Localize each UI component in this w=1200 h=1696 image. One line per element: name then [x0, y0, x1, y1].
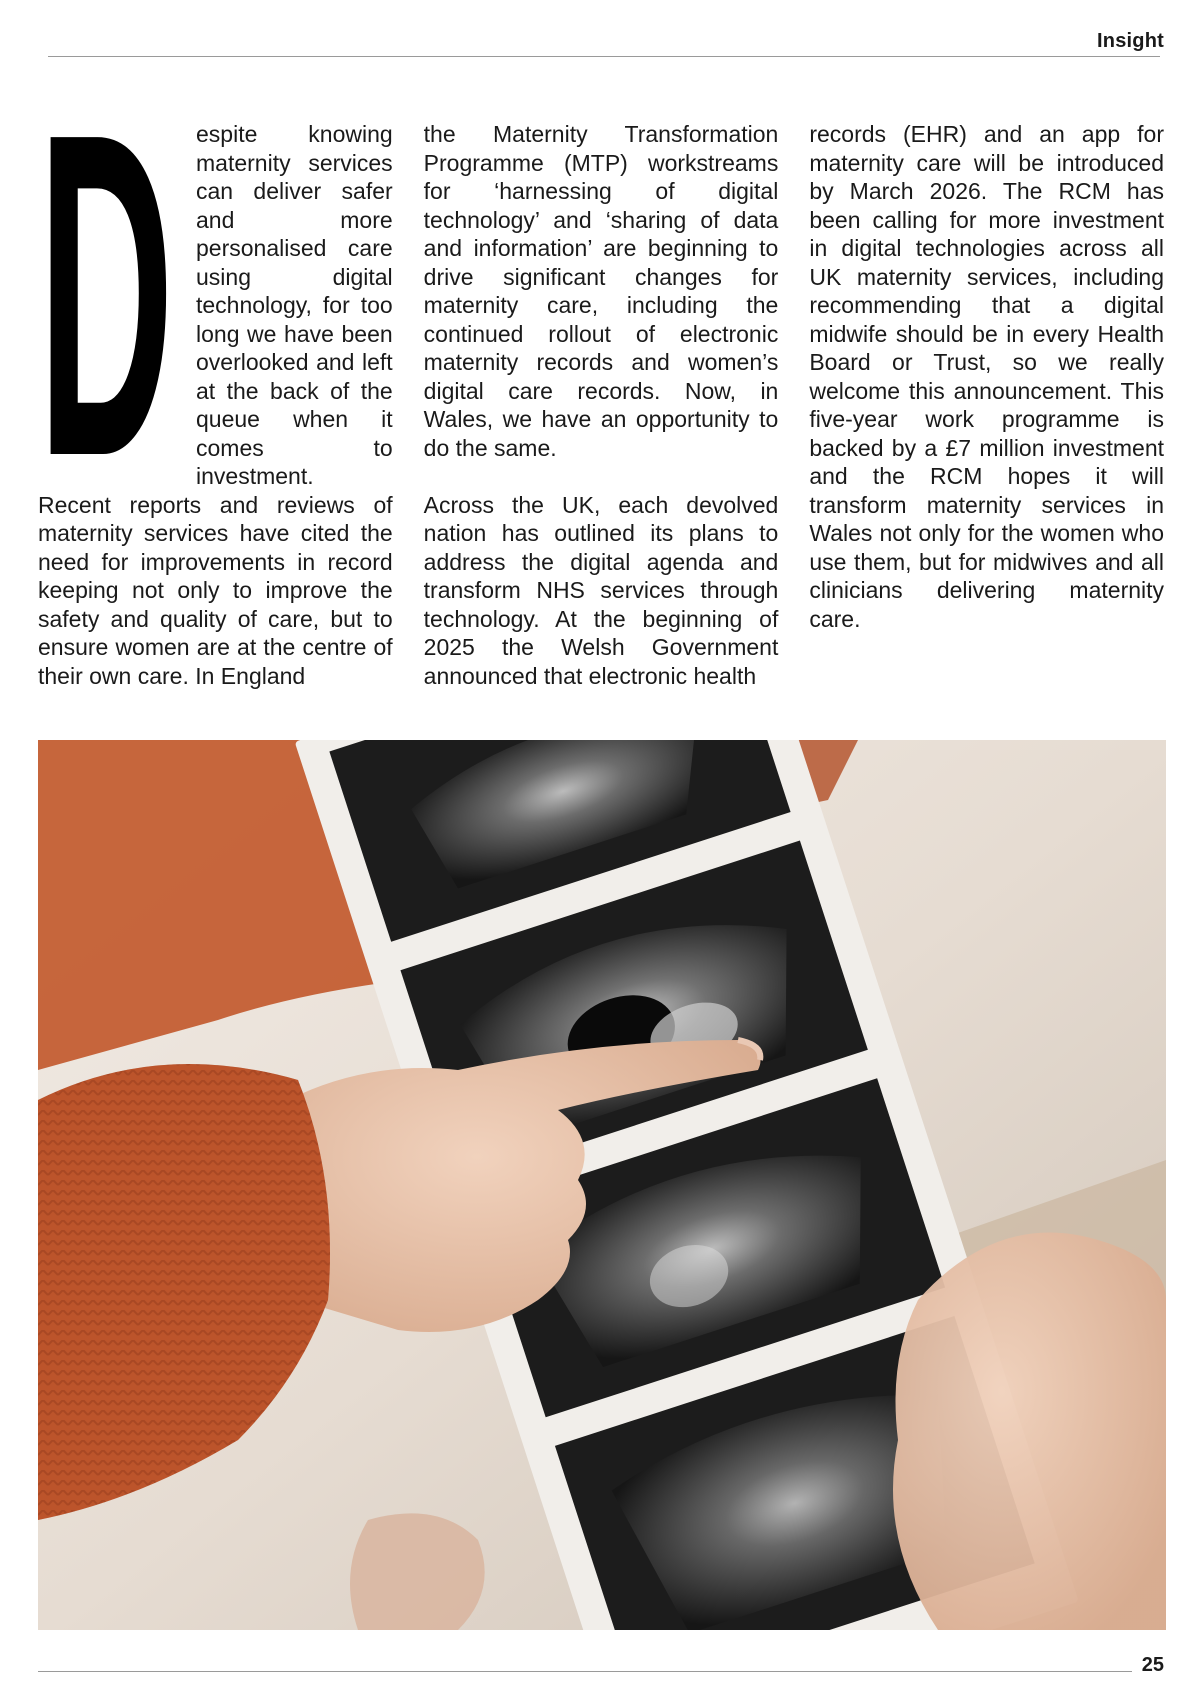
header-rule — [48, 56, 1160, 57]
dropcap — [38, 124, 178, 485]
column-3 — [809, 120, 1164, 719]
footer-rule — [38, 1671, 1132, 1672]
column-1 — [38, 120, 393, 719]
ultrasound-illustration — [38, 740, 1166, 1630]
section-label: Insight — [1097, 30, 1164, 52]
page-number: 25 — [1141, 1654, 1164, 1676]
dropcap-letter: D — [38, 124, 174, 485]
article-body — [38, 120, 1164, 719]
paragraph-2: the Maternity Transformation Programme (MTP) workstreams for ‘harnessing of digital technology’ and ‘sharing of data and information’ are beginning to drive significant changes for maternity care, including the continued rollout of electronic maternity records and women’s digital care records. Now, in Wales, we have an opportunity to do the same. — [423, 121, 779, 461]
ultrasound-photo — [38, 740, 1166, 1630]
paragraph-4: records (EHR) and an app for maternity care will be introduced by March 2026. The RCM has been calling for more investment in digital technologies across all UK maternity services, including recommending that a digital midwife should be in every Health Board or Trust, so we really welcome this announcement. This five-year work programme is backed by a £7 million investment and the RCM hopes it will transform maternity services in Wales not only for the women who use them, but for midwives and all clinicians delivering maternity care. — [809, 121, 1165, 632]
paragraph-3: Across the UK, each devolved nation has outlined its plans to address the digital agenda and transform NHS services through technology. At the beginning of 2025 the Welsh Government announced that electronic health — [423, 491, 779, 689]
paragraph-1: espite knowing maternity services can deliver safer and more personalised care using digital technology, for too long we have been overlooked and left at the back of the queue when it comes to investment. Recent reports and reviews of maternity services have cited the need for improvements in record keeping not only to improve the safety and quality of care, but to ensure women are at the centre of their own care. In England — [38, 121, 393, 689]
column-2 — [424, 120, 779, 719]
